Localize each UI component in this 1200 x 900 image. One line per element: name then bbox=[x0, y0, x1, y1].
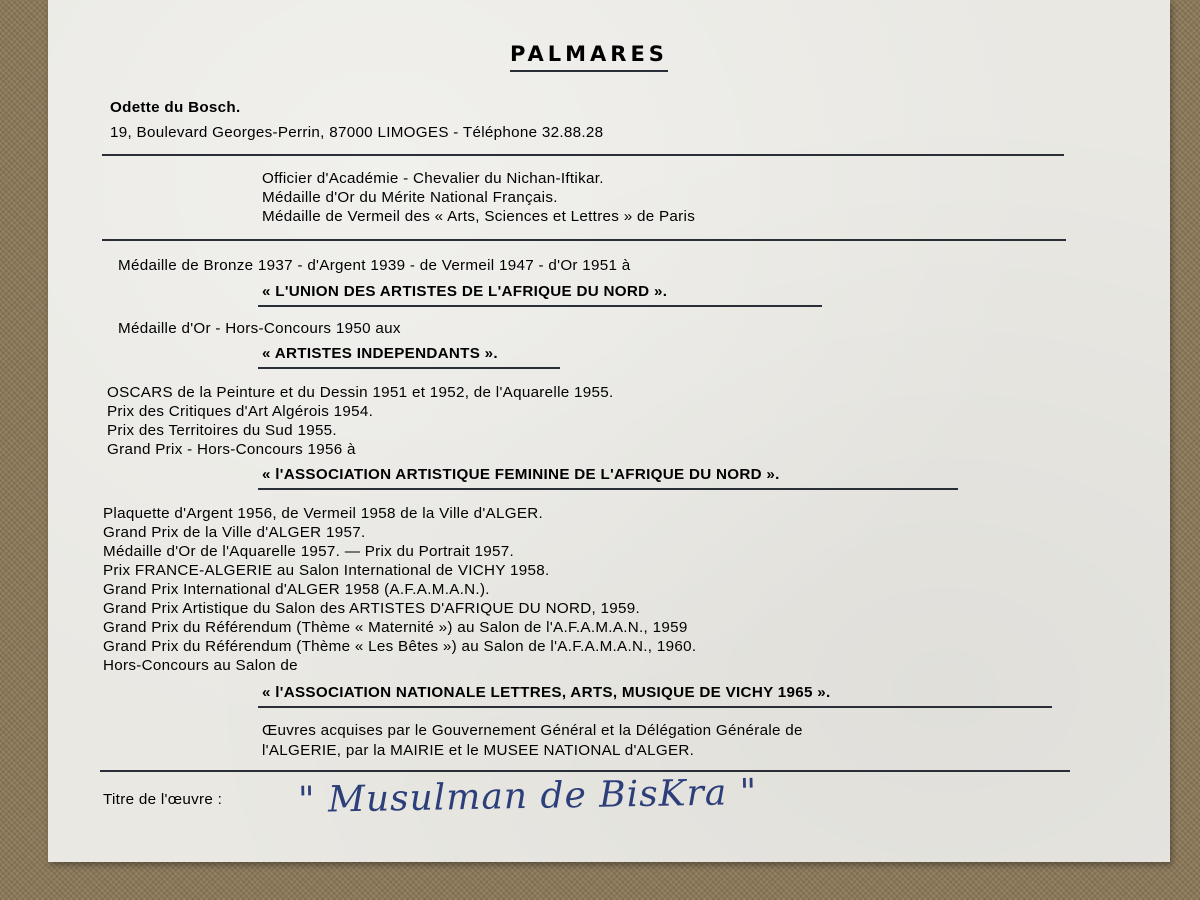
acquisitions-line: Œuvres acquises par le Gouvernement Général et la Délégation Générale de bbox=[262, 722, 803, 739]
divider-top bbox=[102, 154, 1064, 156]
section-3-line: Prix des Critiques d'Art Algérois 1954. bbox=[107, 403, 374, 420]
section-4-line: Prix FRANCE-ALGERIE au Salon International de VICHY 1958. bbox=[103, 562, 550, 579]
section-1-organization: « L'UNION DES ARTISTES DE L'AFRIQUE DU NORD ». bbox=[262, 283, 668, 300]
divider-section-4 bbox=[258, 706, 1052, 708]
section-4-line: Grand Prix du Référendum (Thème « Les Bêtes ») au Salon de l'A.F.A.M.A.N., 1960. bbox=[103, 638, 697, 655]
honor-line: Officier d'Académie - Chevalier du Nichan-Iftikar. bbox=[262, 170, 604, 187]
artwork-title-label: Titre de l'œuvre : bbox=[103, 791, 223, 808]
artist-name: Odette du Bosch. bbox=[110, 99, 241, 116]
page-title: PALMARES bbox=[0, 42, 1178, 72]
artist-address: 19, Boulevard Georges-Perrin, 87000 LIMOGES - Téléphone 32.88.28 bbox=[110, 124, 604, 141]
handwritten-artwork-title: " Musulman de BisKra " bbox=[297, 771, 758, 822]
section-4-line: Hors-Concours au Salon de bbox=[103, 657, 298, 674]
divider-section-1 bbox=[258, 305, 822, 307]
section-1-line: Médaille de Bronze 1937 - d'Argent 1939 - de Vermeil 1947 - d'Or 1951 à bbox=[118, 257, 631, 274]
section-4-line: Grand Prix International d'ALGER 1958 (A.F.A.M.A.N.). bbox=[103, 581, 490, 598]
section-2-organization: « ARTISTES INDEPENDANTS ». bbox=[262, 345, 498, 362]
divider-bottom bbox=[100, 770, 1070, 772]
section-4-organization: « l'ASSOCIATION NATIONALE LETTRES, ARTS, MUSIQUE DE VICHY 1965 ». bbox=[262, 684, 831, 701]
honor-line: Médaille d'Or du Mérite National Français. bbox=[262, 189, 558, 206]
section-4-line: Grand Prix Artistique du Salon des ARTISTES D'AFRIQUE DU NORD, 1959. bbox=[103, 600, 641, 617]
section-2-line: Médaille d'Or - Hors-Concours 1950 aux bbox=[118, 320, 401, 337]
divider-section-3 bbox=[258, 488, 958, 490]
honor-line: Médaille de Vermeil des « Arts, Sciences et Lettres » de Paris bbox=[262, 208, 696, 225]
section-4-line: Médaille d'Or de l'Aquarelle 1957. — Prix du Portrait 1957. bbox=[103, 543, 514, 560]
acquisitions-line: l'ALGERIE, par la MAIRIE et le MUSEE NATIONAL d'ALGER. bbox=[262, 742, 695, 759]
section-4-line: Plaquette d'Argent 1956, de Vermeil 1958 de la Ville d'ALGER. bbox=[103, 505, 544, 522]
section-4-line: Grand Prix du Référendum (Thème « Maternité ») au Salon de l'A.F.A.M.A.N., 1959 bbox=[103, 619, 688, 636]
divider-section-2 bbox=[258, 367, 560, 369]
section-3-line: Prix des Territoires du Sud 1955. bbox=[107, 422, 337, 439]
section-3-line: OSCARS de la Peinture et du Dessin 1951 et 1952, de l'Aquarelle 1955. bbox=[107, 384, 614, 401]
section-3-organization: « l'ASSOCIATION ARTISTIQUE FEMININE DE L'AFRIQUE DU NORD ». bbox=[262, 466, 780, 483]
section-3-line: Grand Prix - Hors-Concours 1956 à bbox=[107, 441, 356, 458]
divider-honors bbox=[102, 239, 1066, 241]
section-4-line: Grand Prix de la Ville d'ALGER 1957. bbox=[103, 524, 366, 541]
